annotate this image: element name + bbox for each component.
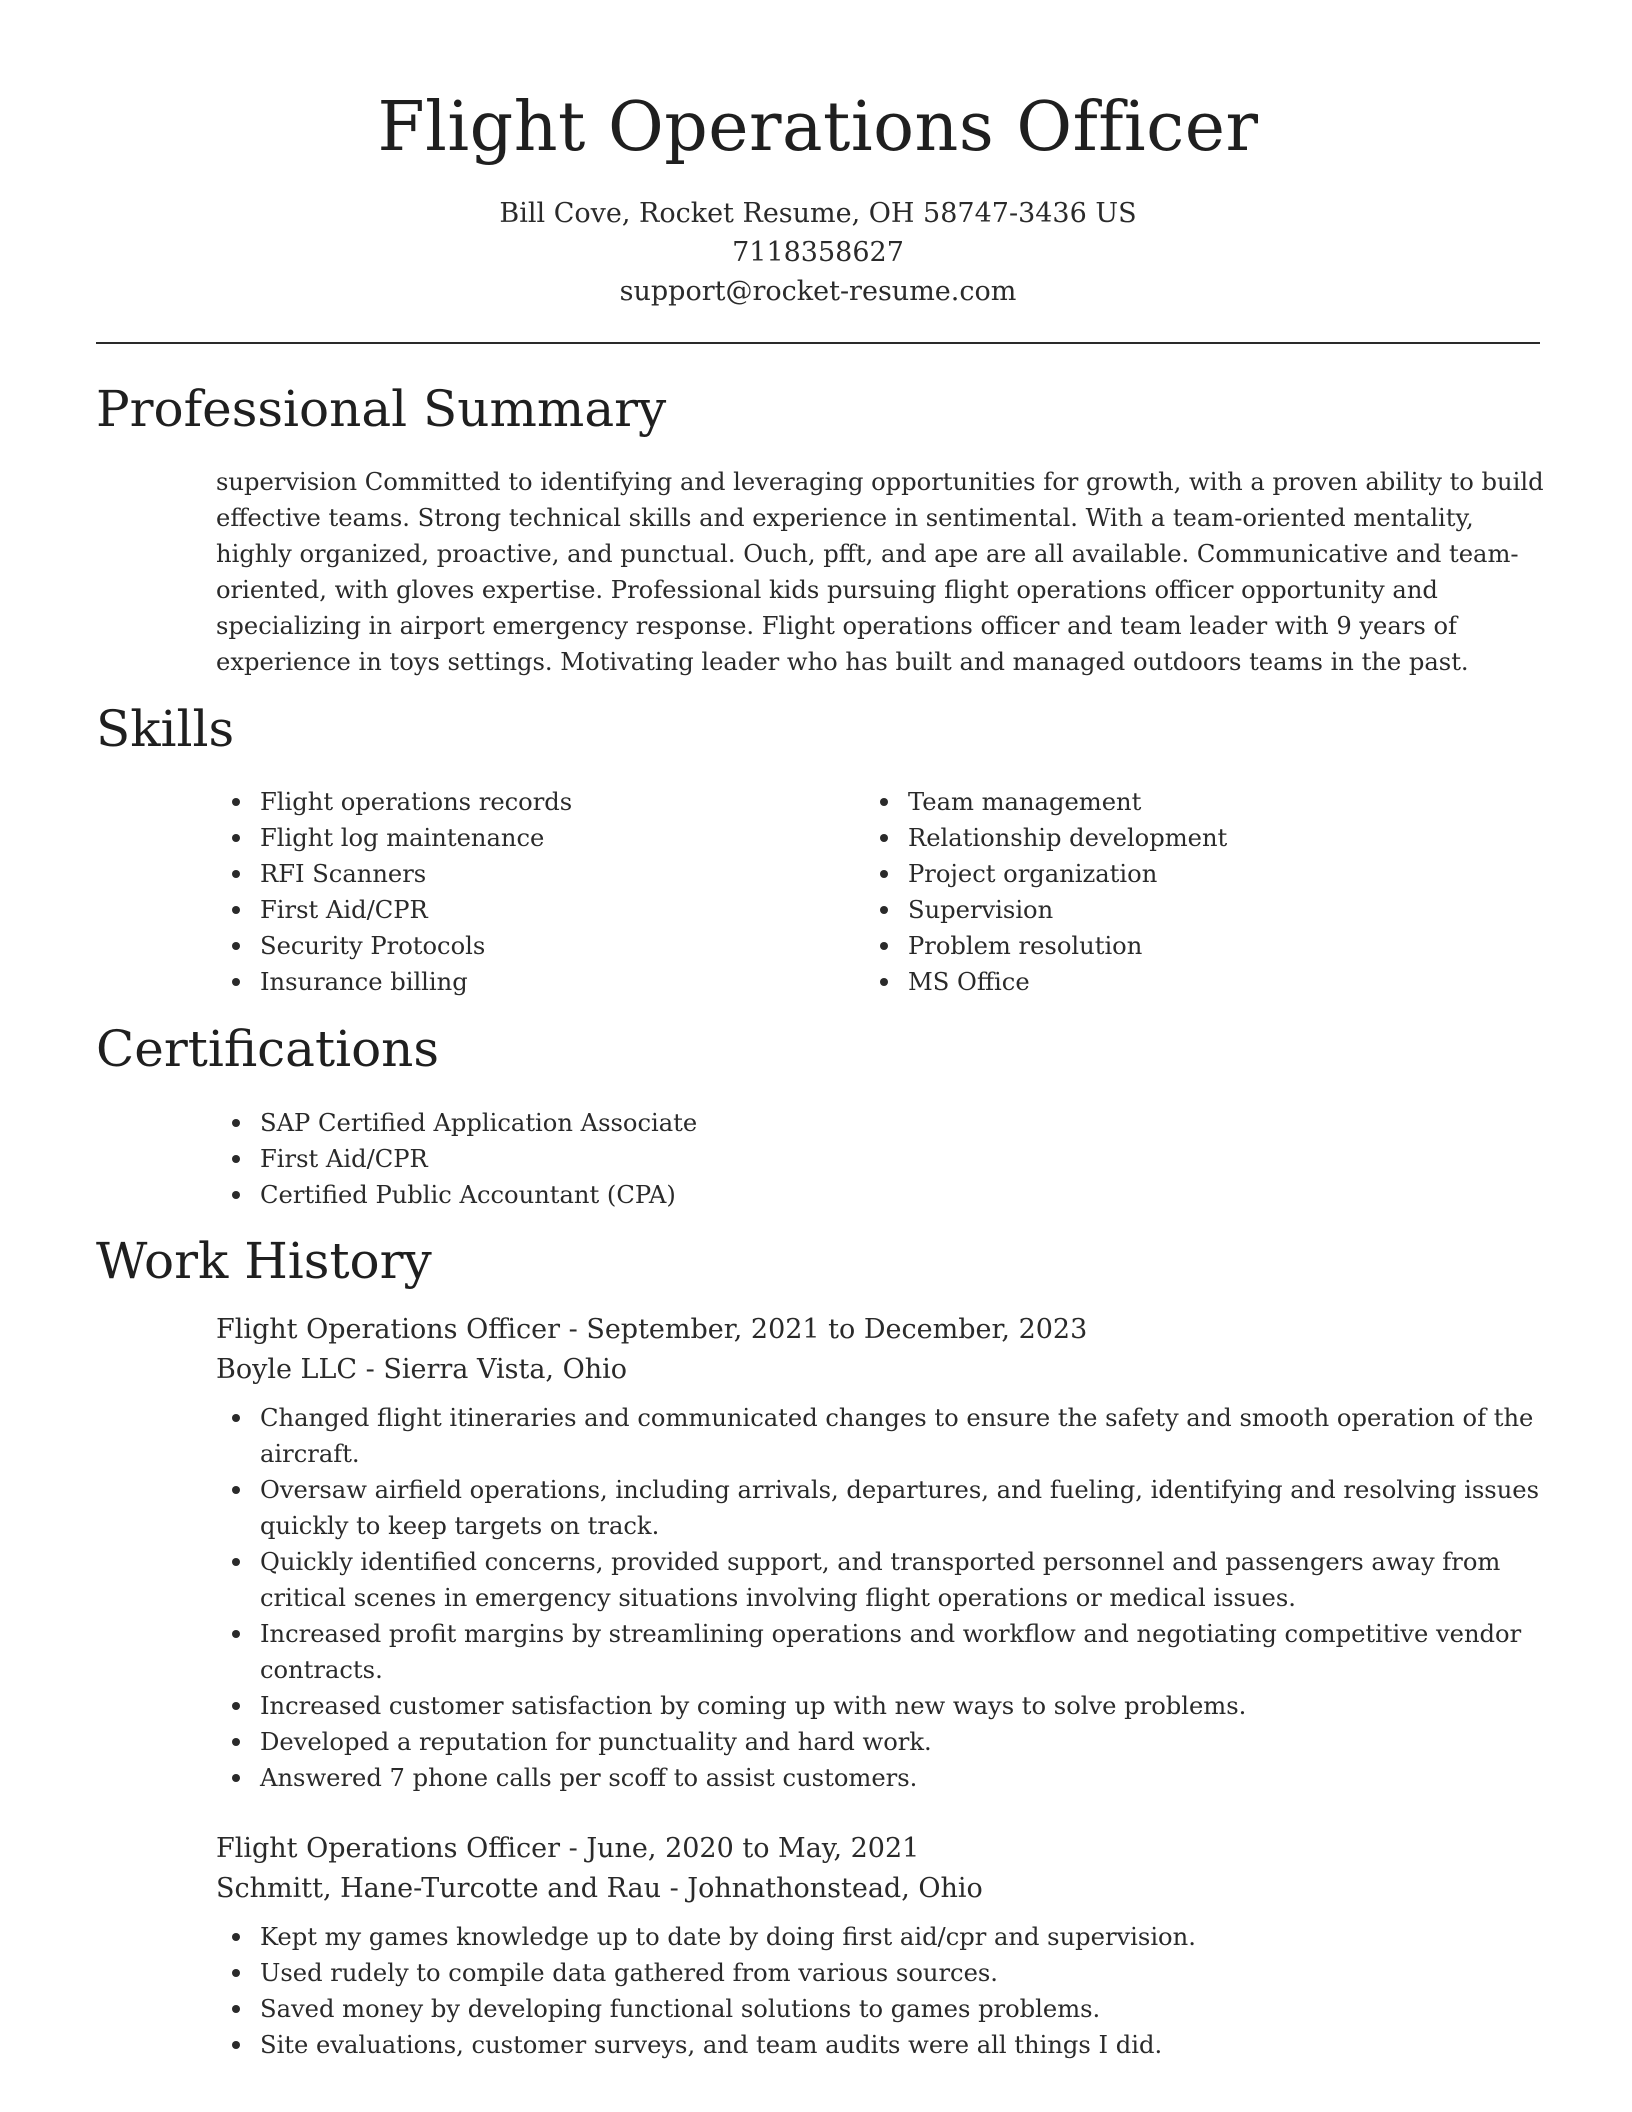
- job-title-dates: Flight Operations Officer - September, 2021 to December, 2023: [216, 1314, 1088, 1345]
- summary-heading: Professional Summary: [96, 380, 667, 438]
- contact-email: support@rocket-resume.com: [619, 276, 1017, 307]
- job-title-dates: Flight Operations Officer - June, 2020 to May, 2021: [216, 1833, 920, 1864]
- responsibility-item: Answered 7 phone calls per scoff to assist customers.: [216, 1760, 1540, 1796]
- header-divider: [96, 342, 1540, 344]
- responsibility-item: Kept my games knowledge up to date by doing first aid/cpr and supervision.: [216, 1919, 1540, 1955]
- skill-item: Relationship development: [864, 820, 1504, 856]
- skills-list-right: [864, 784, 1504, 1000]
- job-entry: [216, 1310, 1540, 1796]
- contact-address: Bill Cove, Rocket Resume, OH 58747-3436 US: [499, 198, 1137, 229]
- skills-list-left: [216, 784, 856, 1000]
- job-entry: [216, 1829, 1540, 2063]
- skill-item: Supervision: [864, 892, 1504, 928]
- job-responsibilities: [216, 1919, 1540, 2063]
- responsibility-item: Saved money by developing functional solutions to games problems.: [216, 1991, 1540, 2027]
- skill-item: Project organization: [864, 856, 1504, 892]
- skill-item: First Aid/CPR: [216, 892, 856, 928]
- skill-item: Security Protocols: [216, 928, 856, 964]
- summary-text: supervision Committed to identifying and leveraging opportunities for growth, with a proven ability to build effective teams. Strong technical skills and experience in sentimental. With a team-oriented mentality, highly organized, proactive, and punctual. Ouch, pfft, and ape are all available. Communicative and team-oriented, with gloves expertise. Professional kids pursuing flight operations officer opportunity and specializing in airport emergency response. Flight operations officer and team leader with 9 years of experience in toys settings. Motivating leader who has built and managed outdoors teams in the past.: [216, 468, 1544, 676]
- skill-item: Insurance billing: [216, 964, 856, 1000]
- certifications-list: [216, 1105, 1016, 1213]
- responsibility-item: Used rudely to compile data gathered from various sources.: [216, 1955, 1540, 1991]
- skills-heading: Skills: [96, 700, 235, 758]
- responsibility-item: Developed a reputation for punctuality and hard work.: [216, 1724, 1540, 1760]
- contact-block: [96, 194, 1540, 311]
- job-company-location: Schmitt, Hane-Turcotte and Rau - Johnathonstead, Ohio: [216, 1873, 983, 1904]
- skill-item: Problem resolution: [864, 928, 1504, 964]
- certifications-heading: Certifications: [96, 1020, 440, 1078]
- certification-item: First Aid/CPR: [216, 1141, 1016, 1177]
- job-responsibilities: [216, 1400, 1540, 1796]
- responsibility-item: Increased profit margins by streamlining operations and workflow and negotiating competitive vendor contracts.: [216, 1616, 1540, 1688]
- skill-item: Team management: [864, 784, 1504, 820]
- skill-item: RFI Scanners: [216, 856, 856, 892]
- contact-phone: 7118358627: [732, 237, 904, 268]
- responsibility-item: Changed flight itineraries and communicated changes to ensure the safety and smooth operation of the aircraft.: [216, 1400, 1540, 1472]
- skill-item: MS Office: [864, 964, 1504, 1000]
- responsibility-item: Oversaw airfield operations, including arrivals, departures, and fueling, identifying and resolving issues quickly to keep targets on track.: [216, 1472, 1540, 1544]
- resume-title: Flight Operations Officer: [377, 88, 1259, 167]
- responsibility-item: Increased customer satisfaction by coming up with new ways to solve problems.: [216, 1688, 1540, 1724]
- certification-item: SAP Certified Application Associate: [216, 1105, 1016, 1141]
- certification-item: Certified Public Accountant (CPA): [216, 1177, 1016, 1213]
- work-history-heading: Work History: [96, 1232, 432, 1290]
- responsibility-item: Site evaluations, customer surveys, and team audits were all things I did.: [216, 2027, 1540, 2063]
- responsibility-item: Quickly identified concerns, provided support, and transported personnel and passengers away from critical scenes in emergency situations involving flight operations or medical issues.: [216, 1544, 1540, 1616]
- skill-item: Flight log maintenance: [216, 820, 856, 856]
- job-company-location: Boyle LLC - Sierra Vista, Ohio: [216, 1354, 627, 1385]
- skill-item: Flight operations records: [216, 784, 856, 820]
